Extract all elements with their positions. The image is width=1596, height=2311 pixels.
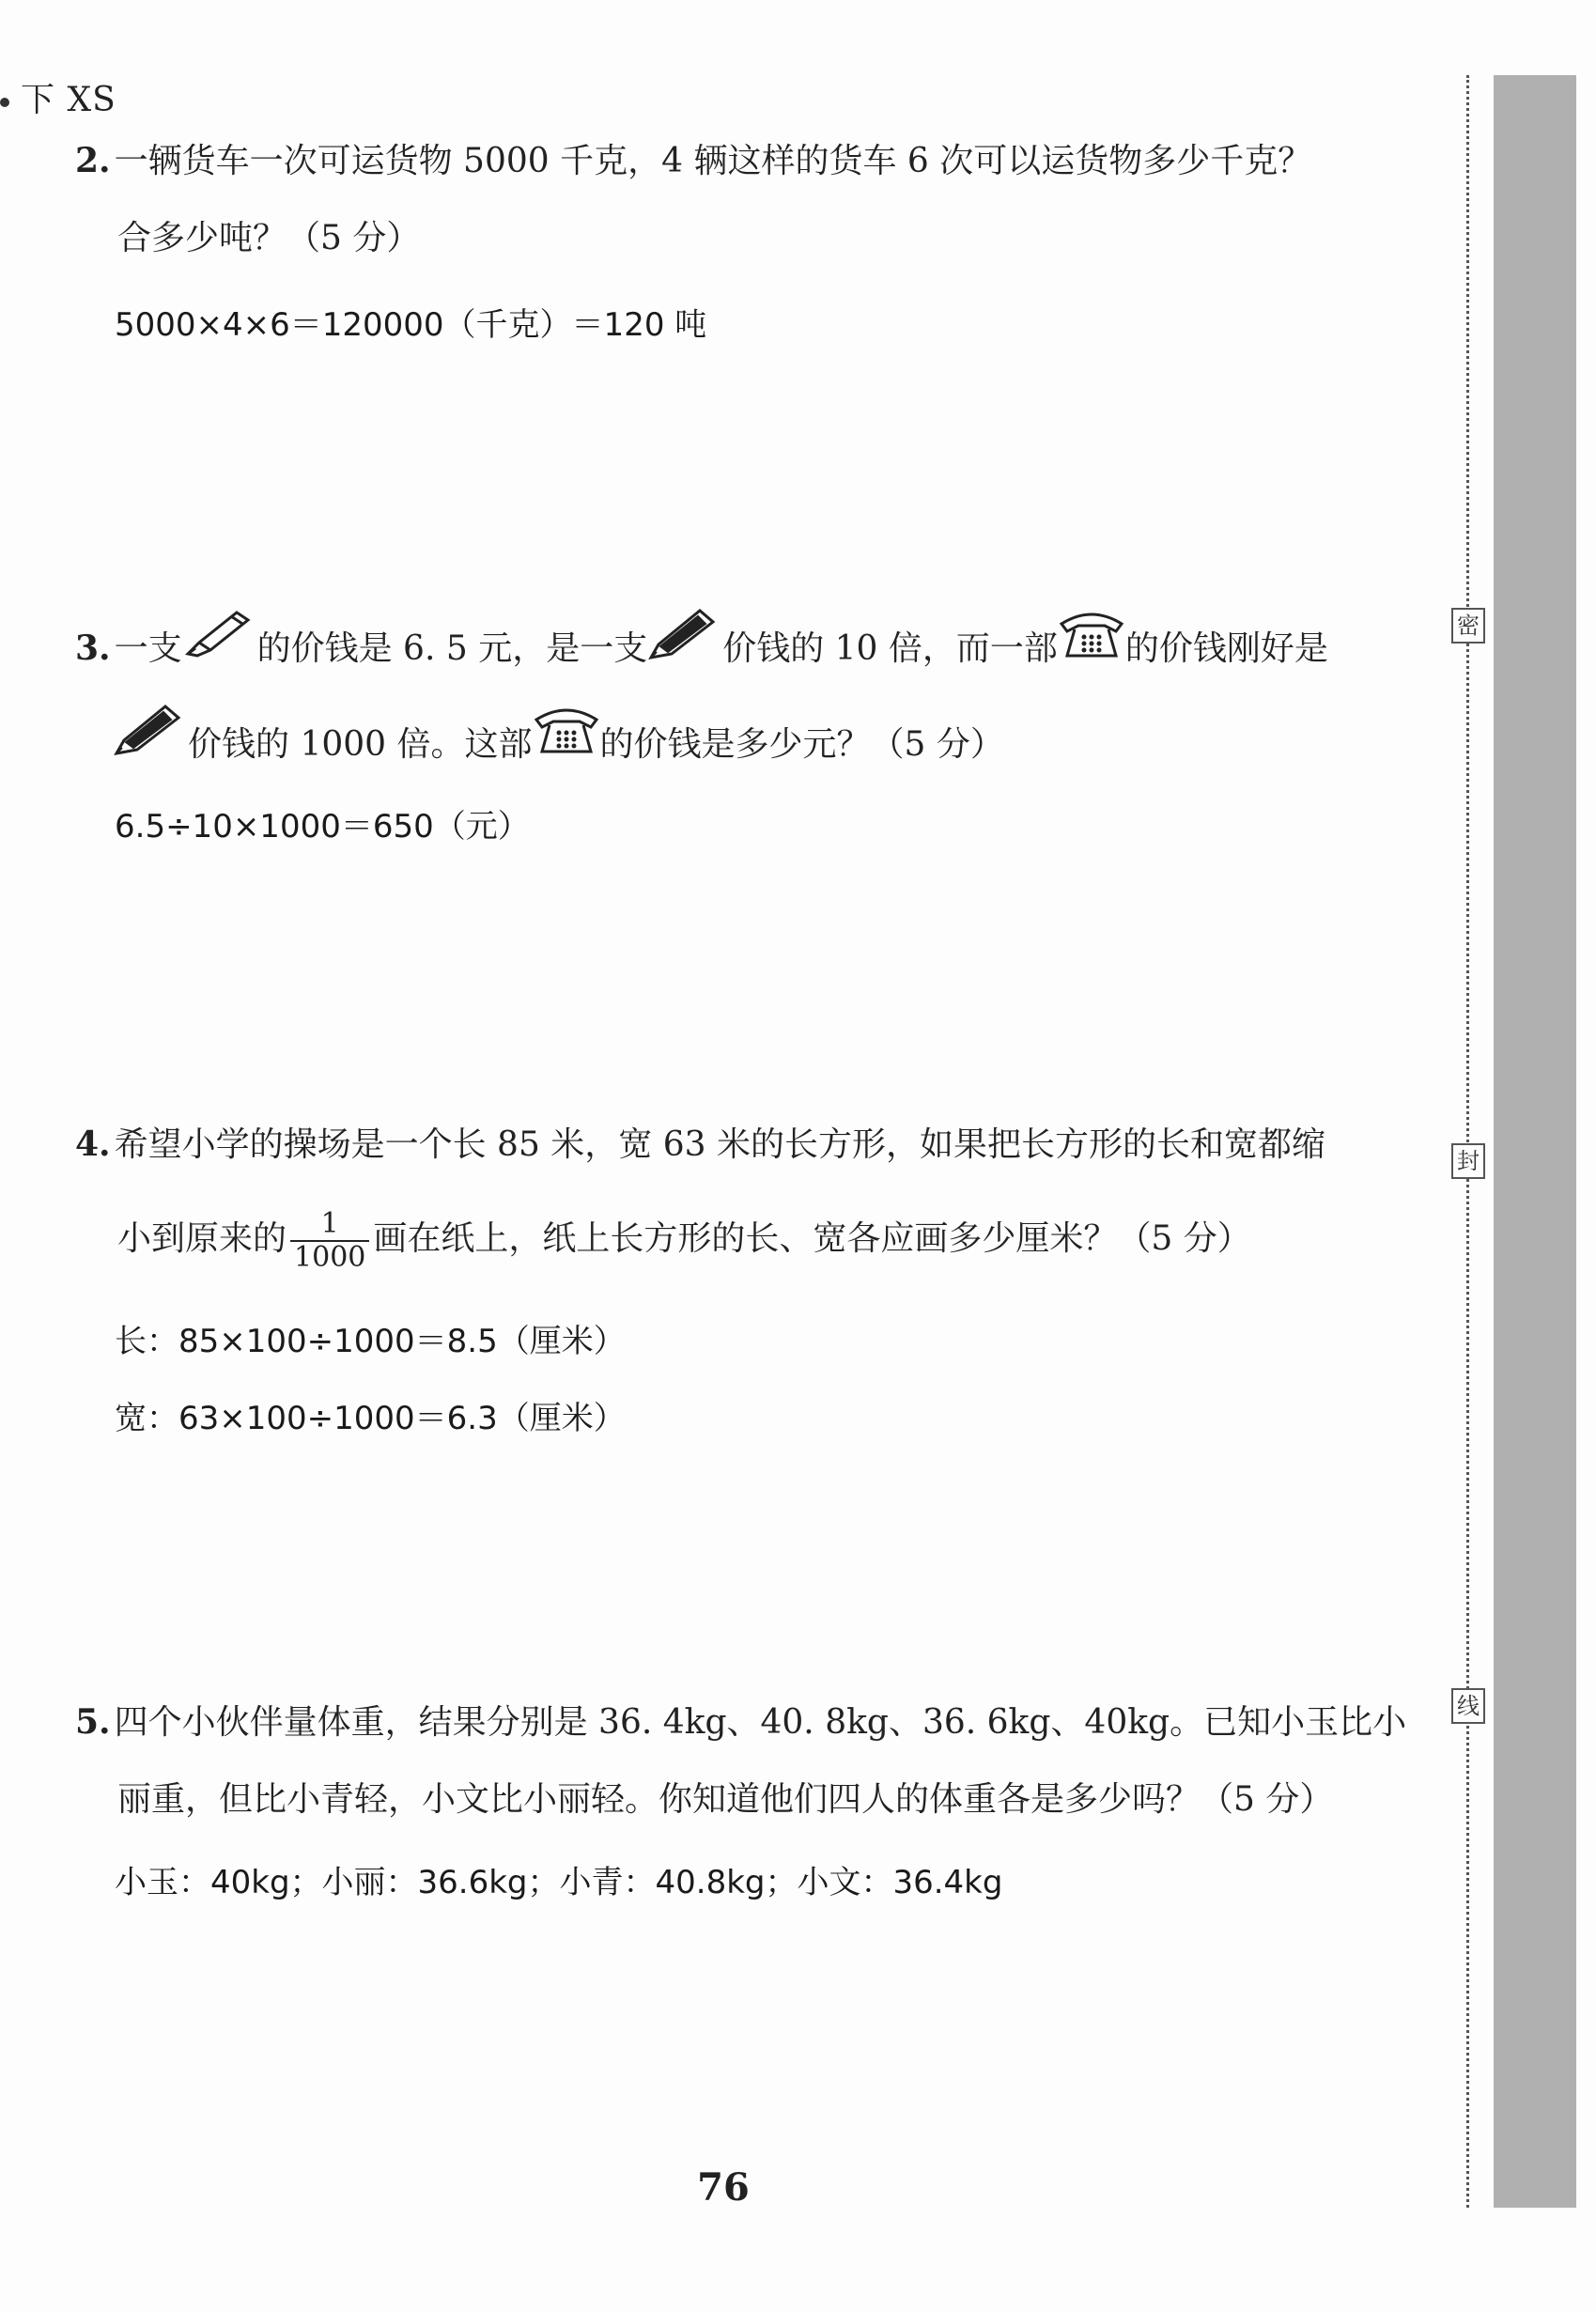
answer-4-length: 长：85×100÷1000＝8.5（厘米） [115,1323,626,1360]
seal-mark-xian: 线 [1451,1688,1485,1724]
question-text: 价钱的 10 倍，而一部 [722,629,1058,668]
question-4 [75,1097,1428,1286]
telephone-icon [533,700,600,794]
question-5 [75,1683,1428,1838]
answer-4-width: 宽：63×100÷1000＝6.3（厘米） [115,1400,626,1437]
question-2-line-2 [75,200,1428,277]
question-2-line-1 [75,122,1428,200]
fraction-denominator: 1000 [294,1241,366,1274]
fountain-pen-icon [182,604,257,698]
question-4-line-2 [75,1192,1428,1286]
question-text: 的价钱是 6. 5 元，是一支 [256,629,648,668]
question-number: 4. [75,1124,111,1164]
question-number: 3. [75,628,111,668]
question-text: 的价钱刚好是 [1124,629,1328,668]
question-text: 丽重，但比小青轻，小文比小丽轻。你知道他们四人的体重各是多少吗？（5 分） [117,1780,1334,1819]
binding-dotted-line [1466,75,1469,2208]
seal-mark-mi: 密 [1451,608,1485,644]
fraction [290,1208,369,1274]
question-5-line-2 [75,1761,1428,1838]
question-3 [75,601,1428,794]
header-text: 下 XS [21,81,116,119]
question-text: 小到原来的 [117,1219,287,1258]
question-5-line-1 [75,1683,1428,1761]
pen-icon [113,700,188,794]
answer-2: 5000×4×6＝120000（千克）＝120 吨 [115,306,707,344]
question-text: 的价钱是多少元？（5 分） [599,725,1004,764]
question-text: 合多少吨？（5 分） [117,219,421,257]
pen-icon [647,604,722,698]
question-text: 一辆货车一次可运货物 5000 千克，4 辆这样的货车 6 次可以运货物多少千克？ [114,142,1312,180]
answer-3: 6.5÷10×1000＝650（元） [115,808,530,845]
question-3-line-1 [75,601,1428,698]
binding-margin-strip [1494,75,1576,2208]
question-text: 价钱的 1000 倍。这部 [188,725,533,764]
page-header [0,73,116,121]
question-text: 希望小学的操场是一个长 85 米，宽 63 米的长方形，如果把长方形的长和宽都缩 [114,1125,1325,1164]
question-3-line-2 [75,698,1428,794]
question-number: 5. [75,1702,111,1742]
question-text: 画在纸上，纸上长方形的长、宽各应画多少厘米？（5 分） [373,1219,1251,1258]
page-number: 76 [697,2165,750,2210]
fraction-numerator: 1 [290,1208,369,1242]
answer-5: 小玉：40kg；小丽：36.6kg；小青：40.8kg；小文：36.4kg [115,1864,1003,1901]
question-2 [75,122,1428,277]
bullet-dot [0,98,9,107]
question-text: 一支 [114,629,182,668]
telephone-icon [1058,604,1125,698]
question-4-line-1 [75,1097,1428,1192]
question-number: 2. [75,141,111,180]
question-text: 四个小伙伴量体重，结果分别是 36. 4kg、40. 8kg、36. 6kg、40kg。已知小玉比小 [114,1703,1407,1742]
seal-mark-feng: 封 [1451,1143,1485,1179]
